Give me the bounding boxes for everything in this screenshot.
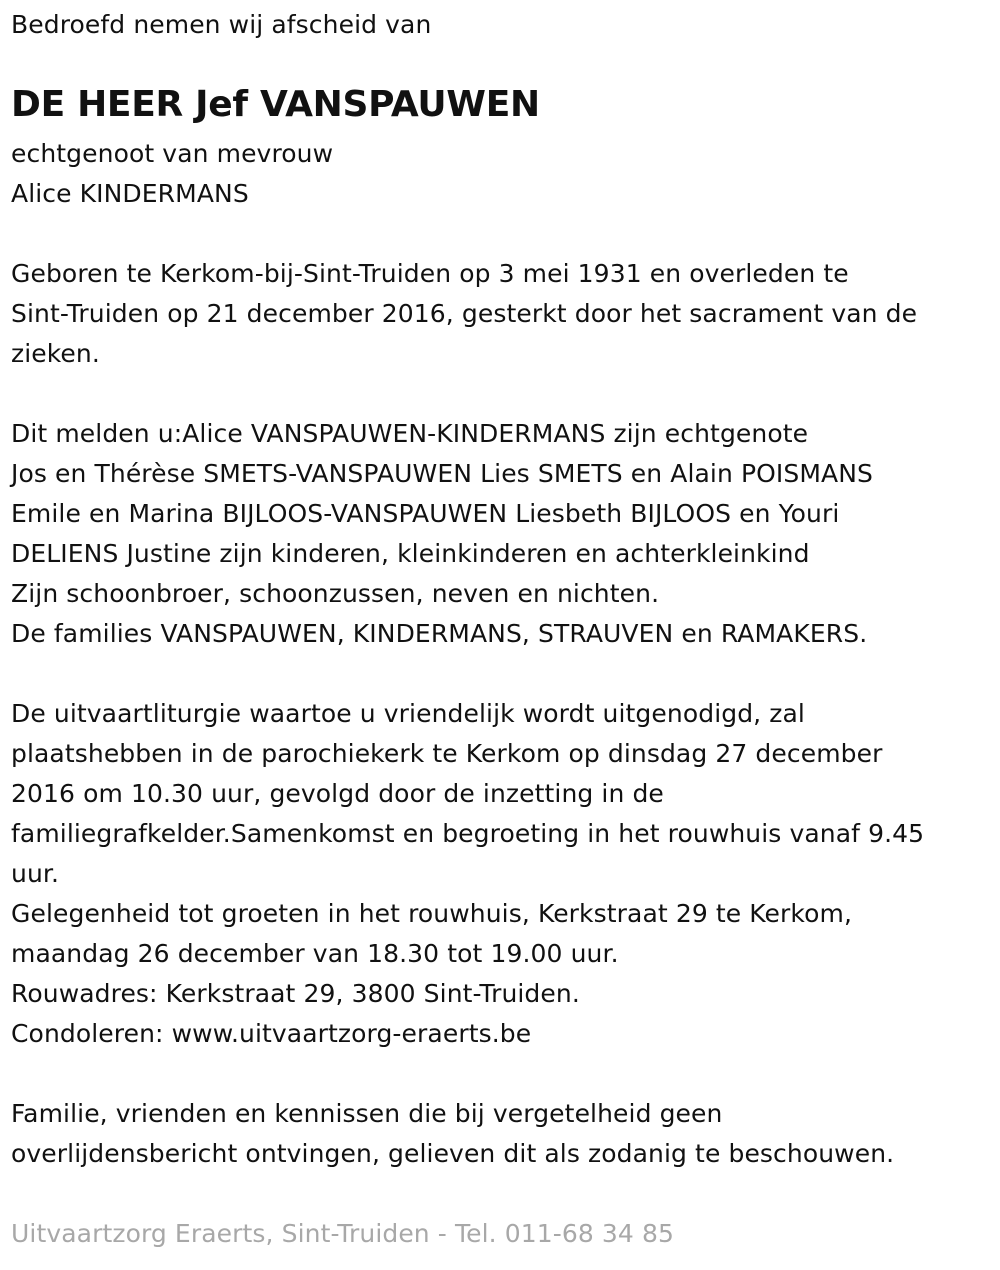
funeral-line: Condoleren: www.uitvaartzorg-eraerts.be bbox=[11, 1019, 532, 1048]
family-line: Jos en Thérèse SMETS-VANSPAUWEN Lies SMETS en Alain POISMANS bbox=[11, 459, 873, 488]
birth-line: zieken. bbox=[11, 339, 100, 368]
funeral-line: 2016 om 10.30 uur, gevolgd door de inzetting in de bbox=[11, 779, 664, 808]
intro-text: Bedroefd nemen wij afscheid van bbox=[11, 10, 432, 39]
funeral-director-footer: Uitvaartzorg Eraerts, Sint-Truiden - Tel. 011-68 34 85 bbox=[11, 1219, 674, 1248]
spouse-name: Alice KINDERMANS bbox=[11, 179, 249, 208]
funeral-line: Gelegenheid tot groeten in het rouwhuis, Kerkstraat 29 te Kerkom, bbox=[11, 899, 852, 928]
funeral-line: Rouwadres: Kerkstraat 29, 3800 Sint-Truiden. bbox=[11, 979, 580, 1008]
birth-line: Sint-Truiden op 21 december 2016, gesterkt door het sacrament van de bbox=[11, 299, 918, 328]
funeral-line: plaatshebben in de parochiekerk te Kerkom op dinsdag 27 december bbox=[11, 739, 883, 768]
funeral-line: maandag 26 december van 18.30 tot 19.00 uur. bbox=[11, 939, 619, 968]
closing-line: Familie, vrienden en kennissen die bij vergetelheid geen bbox=[11, 1099, 723, 1128]
funeral-line: uur. bbox=[11, 859, 60, 888]
family-line: Dit melden u:Alice VANSPAUWEN-KINDERMANS zijn echtgenote bbox=[11, 419, 809, 448]
birth-line: Geboren te Kerkom-bij-Sint-Truiden op 3 mei 1931 en overleden te bbox=[11, 259, 849, 288]
deceased-name: DE HEER Jef VANSPAUWEN bbox=[11, 84, 540, 125]
family-line: Zijn schoonbroer, schoonzussen, neven en nichten. bbox=[11, 579, 660, 608]
funeral-line: De uitvaartliturgie waartoe u vriendelijk wordt uitgenodigd, zal bbox=[11, 699, 805, 728]
closing-line: overlijdensbericht ontvingen, gelieven dit als zodanig te beschouwen. bbox=[11, 1139, 895, 1168]
spouse-label: echtgenoot van mevrouw bbox=[11, 139, 334, 168]
family-line: DELIENS Justine zijn kinderen, kleinkinderen en achterkleinkind bbox=[11, 539, 810, 568]
funeral-line: familiegrafkelder.Samenkomst en begroeting in het rouwhuis vanaf 9.45 bbox=[11, 819, 925, 848]
family-line: Emile en Marina BIJLOOS-VANSPAUWEN Liesbeth BIJLOOS en Youri bbox=[11, 499, 840, 528]
family-line: De families VANSPAUWEN, KINDERMANS, STRAUVEN en RAMAKERS. bbox=[11, 619, 868, 648]
